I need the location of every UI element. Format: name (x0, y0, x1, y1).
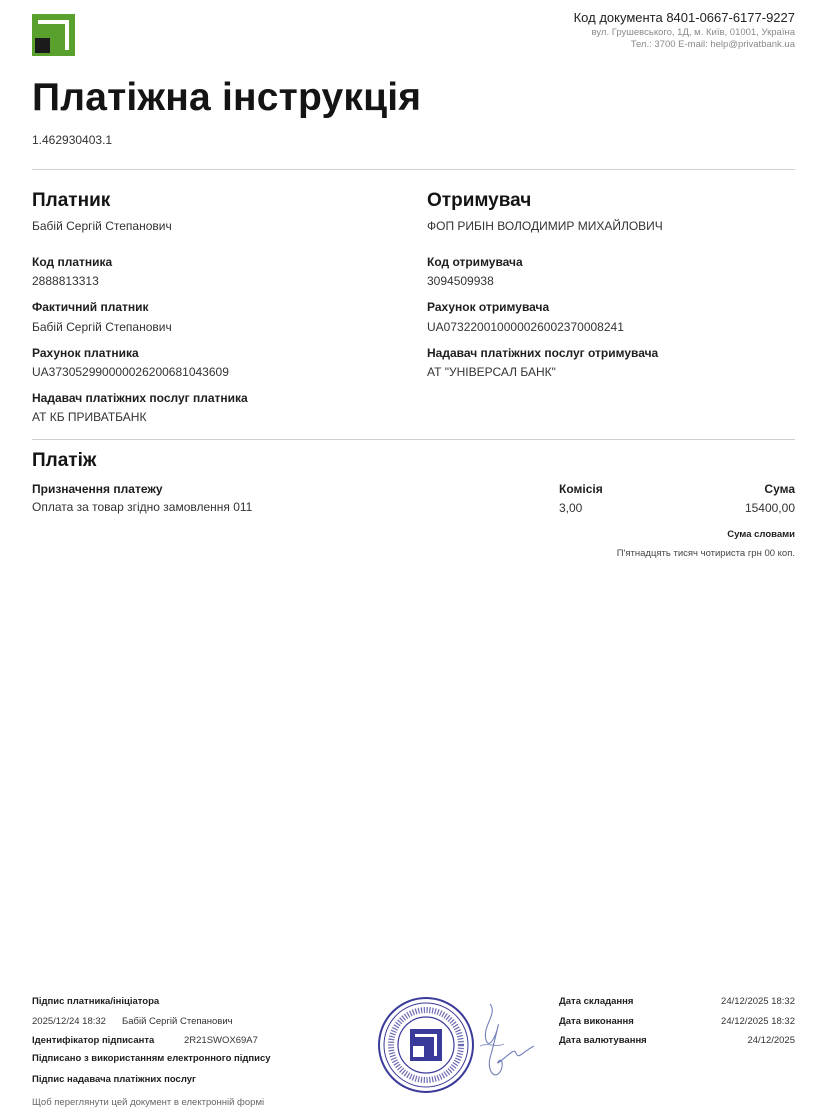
actual-payer-label: Фактичний платник (32, 300, 149, 314)
actual-payer: Бабій Сергій Степанович (32, 320, 172, 334)
payer-code: 2888813313 (32, 274, 99, 288)
payer-heading: Платник (32, 190, 111, 211)
recipient-code: 3094509938 (427, 274, 494, 288)
payer-code-label: Код платника (32, 255, 113, 269)
provider-signature-label: Підпис надавача платіжних послуг (32, 1074, 196, 1085)
recipient-heading: Отримувач (427, 190, 532, 211)
signer-id: 2R21SWOX69A7 (184, 1035, 258, 1046)
bank-address-block (592, 27, 795, 51)
recipient-code-label: Код отримувача (427, 255, 523, 269)
bank-address: вул. Грушевського, 1Д, м. Київ, 01001, Україна (591, 27, 795, 38)
divider (32, 439, 795, 440)
purpose-label: Призначення платежу (32, 482, 163, 496)
bank-stamp (376, 995, 476, 1095)
signer-id-label: Ідентифікатор підписанта (32, 1035, 155, 1046)
sum-words-label: Сума словами (727, 529, 795, 540)
fee-label: Комісія (559, 482, 603, 496)
payment-purpose: Оплата за товар згідно замовлення 011 (32, 500, 253, 514)
page-title: Платіжна інструкція (32, 76, 422, 119)
sum-label: Сума (764, 482, 795, 496)
electronic-view-link[interactable]: Щоб переглянути цей документ в електронній формі (32, 1097, 265, 1108)
value-date: 24/12/2025 (747, 1035, 795, 1046)
created-date-label: Дата складання (559, 996, 634, 1007)
fee-value: 3,00 (559, 501, 583, 515)
executed-date-label: Дата виконання (559, 1016, 634, 1027)
divider (32, 169, 795, 170)
created-date: 24/12/2025 18:32 (721, 996, 795, 1007)
payer-provider: АТ КБ ПРИВАТБАНК (32, 410, 147, 424)
document-number: 1.462930403.1 (32, 133, 113, 147)
document-code: Код документа 8401-0667-6177-9227 (573, 10, 795, 25)
signed-note: Підписано з використанням електронного підпису (32, 1053, 271, 1064)
recipient-provider: АТ "УНІВЕРСАЛ БАНК" (427, 365, 556, 379)
recipient-account: UA073220010000026002370008241 (427, 320, 624, 334)
payer-name: Бабій Сергій Степанович (32, 219, 172, 233)
sum-value: 15400,00 (744, 501, 795, 515)
recipient-name: ФОП РИБІН ВОЛОДИМИР МИХАЙЛОВИЧ (427, 219, 663, 233)
recipient-account-label: Рахунок отримувача (427, 300, 550, 314)
bank-contacts: Тел.: 3700 E-mail: help@privatbank.ua (630, 39, 795, 50)
signature-name: Бабій Сергій Степанович (122, 1016, 233, 1027)
recipient-provider-label: Надавач платіжних послуг отримувача (427, 346, 659, 360)
privatbank-logo (32, 14, 75, 56)
signature-label: Підпис платника/ініціатора (32, 996, 160, 1007)
executed-date: 24/12/2025 18:32 (721, 1016, 795, 1027)
signature-date: 2025/12/24 18:32 (32, 1016, 106, 1027)
payer-provider-label: Надавач платіжних послуг платника (32, 391, 248, 405)
handwritten-signature (468, 996, 538, 1091)
sum-words: П'ятнадцять тисяч чотириста грн 00 коп. (616, 548, 795, 559)
payer-account: UA373052990000026200681043609 (32, 365, 229, 379)
payer-account-label: Рахунок платника (32, 346, 139, 360)
payment-heading: Платіж (32, 450, 97, 471)
value-date-label: Дата валютування (559, 1035, 647, 1046)
